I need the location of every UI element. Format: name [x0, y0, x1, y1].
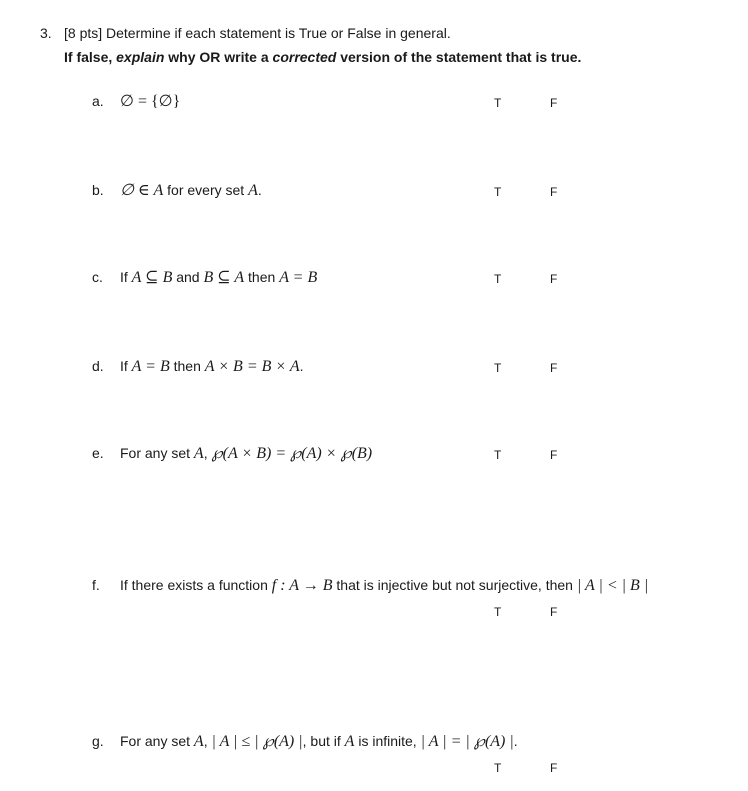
true-option-b[interactable]: T [494, 185, 502, 199]
statement-a [92, 92, 180, 111]
statement-e: e. For any set A, ℘(A × B) = ℘(A) × ℘(B) [92, 445, 373, 462]
statement-f: f. If there exists a function f : A → B that is injective but not surjective, then | A | < | B | [92, 577, 649, 594]
statement-g: g. For any set A, | A | ≤ | ℘(A) |, but if A is infinite, | A | = | ℘(A) |. [92, 733, 518, 750]
statement-a-math: ∅ = {∅} [120, 93, 181, 110]
statement-b: b. ∅ ∈ A for every set A. [92, 182, 262, 199]
false-option-a[interactable]: F [550, 96, 558, 110]
item-label: c. [92, 269, 103, 285]
question-number: 3. [40, 25, 52, 41]
true-option-d[interactable]: T [494, 361, 502, 375]
true-option-g[interactable]: T [494, 761, 502, 775]
item-label: g. [92, 733, 104, 749]
false-option-d[interactable]: F [550, 361, 558, 375]
true-option-a[interactable]: T [494, 96, 502, 110]
item-label: a. [92, 93, 104, 109]
item-label: f. [92, 577, 100, 593]
true-option-e[interactable]: T [494, 448, 502, 462]
question-instructions: If false, explain why OR write a corrected version of the statement that is true. [64, 49, 582, 65]
false-option-b[interactable]: F [550, 185, 558, 199]
false-option-g[interactable]: F [550, 761, 558, 775]
false-option-e[interactable]: F [550, 448, 558, 462]
false-option-c[interactable]: F [550, 272, 558, 286]
true-option-c[interactable]: T [494, 272, 502, 286]
false-option-f[interactable]: F [550, 605, 558, 619]
question-intro: [8 pts] Determine if each statement is True or False in general. [64, 25, 451, 41]
item-label: d. [92, 358, 104, 374]
statement-c: c. If A ⊆ B and B ⊆ A then A = B [92, 269, 318, 286]
item-label: b. [92, 182, 104, 198]
item-label: e. [92, 445, 104, 461]
statement-d: d. If A = B then A × B = B × A. [92, 358, 304, 375]
true-option-f[interactable]: T [494, 605, 502, 619]
